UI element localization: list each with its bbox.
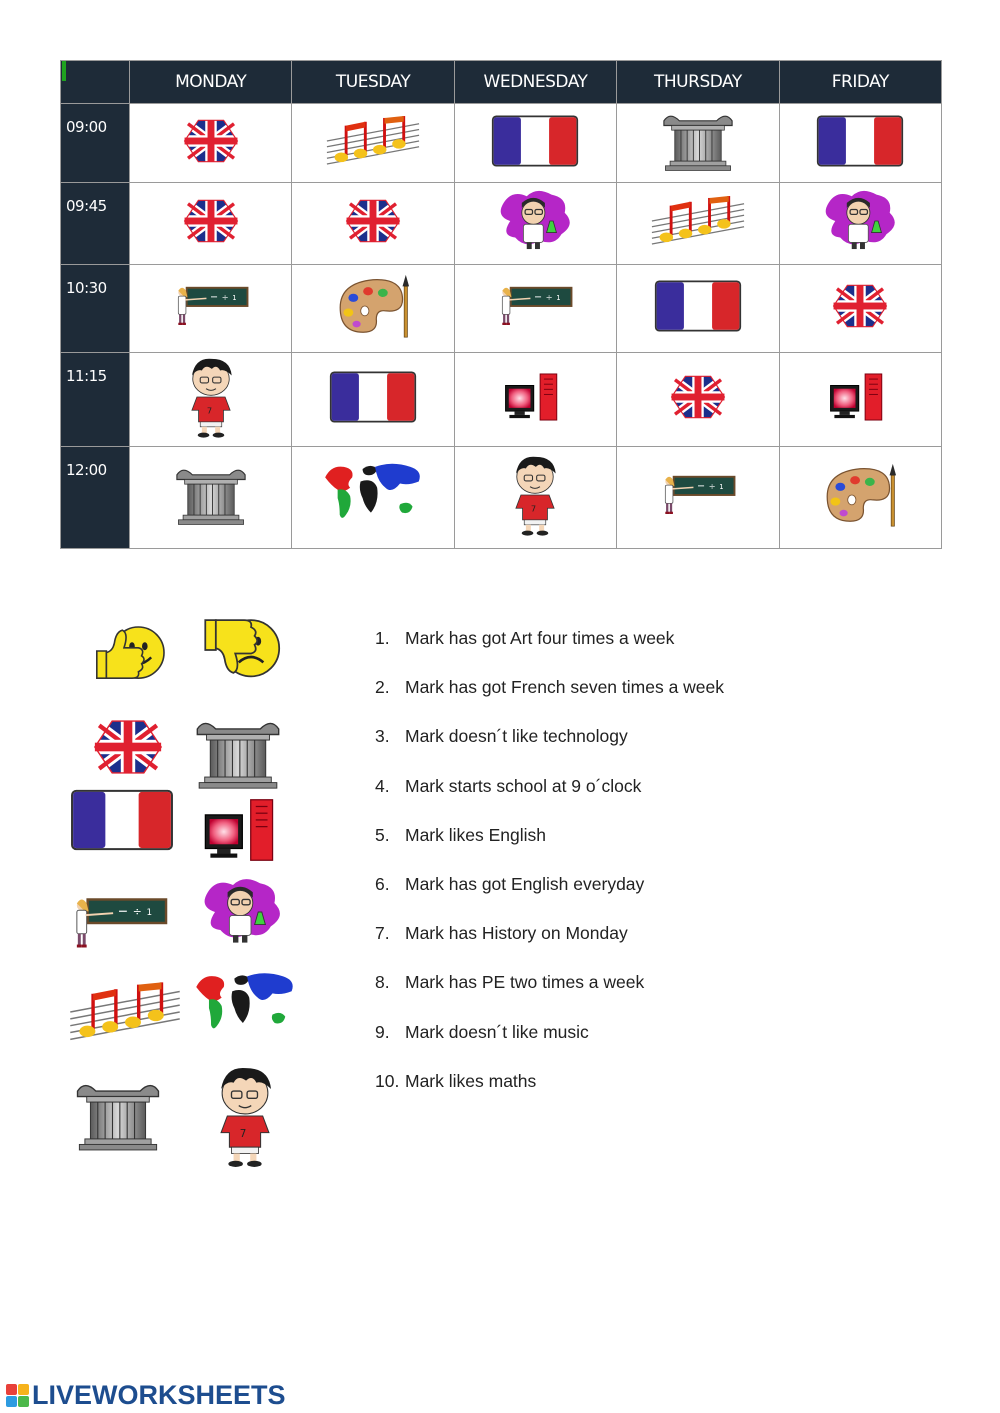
timetable-cell <box>292 265 454 353</box>
time-slot: 11:15 <box>61 353 130 447</box>
subject-icon-wrap <box>329 370 417 424</box>
timetable-cell <box>454 353 616 447</box>
subject-icon-wrap <box>182 118 240 164</box>
music-notes-icon[interactable] <box>68 974 182 1050</box>
subject-icon-wrap <box>506 453 564 537</box>
day-tuesday: TUESDAY <box>292 61 454 104</box>
statement-item[interactable] <box>375 1071 724 1120</box>
statement-text: Mark doesn´t like music <box>405 1021 589 1042</box>
subject-icon-wrap <box>173 281 249 331</box>
subject-icon-wrap <box>818 188 902 254</box>
greek-column-icon[interactable] <box>72 1078 164 1152</box>
statement-number: 4. <box>375 775 390 796</box>
subject-icon-wrap <box>493 188 577 254</box>
statement-number: 7. <box>375 923 390 944</box>
timetable-cell <box>779 104 941 183</box>
subject-icon-wrap <box>344 198 402 244</box>
music-notes-icon <box>325 112 421 170</box>
statement-item[interactable] <box>375 628 724 677</box>
statement-item[interactable] <box>375 776 724 825</box>
timetable <box>60 60 942 549</box>
statement-text: Mark likes English <box>405 824 547 845</box>
day-friday: FRIDAY <box>779 61 941 104</box>
subject-icon-wrap <box>650 192 746 250</box>
french-flag-icon <box>654 279 742 333</box>
statement-item[interactable] <box>375 726 724 775</box>
statement-text: Mark likes maths <box>405 1070 537 1091</box>
subject-icon-wrap <box>491 114 579 168</box>
boy-icon <box>506 453 564 537</box>
timetable-cell <box>779 265 941 353</box>
statement-item[interactable] <box>375 972 724 1021</box>
day-wednesday: WEDNESDAY <box>454 61 616 104</box>
statement-number: 5. <box>375 824 390 845</box>
paint-palette-icon <box>819 461 901 529</box>
timetable-cell <box>617 104 779 183</box>
statement-text: Mark has got English everyday <box>405 873 645 894</box>
liveworksheets-logo <box>6 1380 286 1410</box>
uk-flag-icon <box>669 374 727 420</box>
statement-number: 8. <box>375 972 390 993</box>
statement-item[interactable] <box>375 1022 724 1071</box>
logo-grid-icon <box>6 1384 29 1407</box>
timetable-cell <box>454 104 616 183</box>
timetable-cell <box>617 353 779 447</box>
uk-flag-icon <box>344 198 402 244</box>
boy-icon <box>182 355 240 439</box>
timetable-cell <box>130 265 292 353</box>
statement-number: 6. <box>375 873 390 894</box>
thumbs-up-smiley-icon[interactable] <box>92 612 172 690</box>
logo-text: LIVEWORKSHEETS <box>32 1379 286 1410</box>
scientist-icon[interactable] <box>192 876 292 948</box>
statement-text: Mark has got Art four times a week <box>405 628 675 648</box>
statement-number: 3. <box>375 726 390 747</box>
subject-icon-wrap <box>332 272 414 340</box>
time-slot: 09:45 <box>61 183 130 265</box>
timetable-row <box>61 353 942 447</box>
uk-flag-icon[interactable] <box>92 718 164 776</box>
timetable-cell <box>130 183 292 265</box>
subject-icon-wrap <box>325 112 421 170</box>
subject-icon-wrap <box>503 368 567 426</box>
french-flag-icon <box>491 114 579 168</box>
greek-column-icon[interactable] <box>190 716 286 790</box>
day-monday: MONDAY <box>130 61 292 104</box>
corner-cell <box>61 61 130 104</box>
uk-flag-icon <box>182 118 240 164</box>
timetable-cell <box>292 447 454 549</box>
statement-number: 10. <box>375 1070 400 1091</box>
time-slot: 10:30 <box>61 265 130 353</box>
timetable-cell <box>779 447 941 549</box>
subject-icon-wrap <box>659 110 737 172</box>
teacher-blackboard-icon[interactable] <box>70 880 168 966</box>
timetable-cell <box>130 104 292 183</box>
statement-text: Mark has got French seven times a week <box>405 677 725 698</box>
timetable-cell <box>130 353 292 447</box>
computer-icon <box>503 368 567 426</box>
subject-icon-wrap <box>831 283 889 329</box>
statement-text: Mark starts school at 9 o´clock <box>405 775 642 796</box>
boy-icon[interactable] <box>206 1064 284 1168</box>
teacher-blackboard-icon <box>497 281 573 331</box>
subject-icon-wrap <box>321 458 425 532</box>
timetable-cell <box>617 183 779 265</box>
music-notes-icon <box>650 192 746 250</box>
french-flag-icon[interactable] <box>70 786 174 854</box>
time-slot: 12:00 <box>61 447 130 549</box>
subject-icon-wrap <box>819 461 901 529</box>
french-flag-icon <box>329 370 417 424</box>
timetable-row <box>61 104 942 183</box>
timetable-row <box>61 447 942 549</box>
timetable-cell <box>292 353 454 447</box>
statement-text: Mark doesn´t like technology <box>405 726 628 747</box>
timetable-cell <box>779 183 941 265</box>
time-slot: 09:00 <box>61 104 130 183</box>
scientist-icon <box>493 188 577 254</box>
timetable-cell <box>779 353 941 447</box>
statement-text: Mark has PE two times a week <box>405 972 645 993</box>
statement-text: Mark has History on Monday <box>405 923 628 944</box>
timetable-cell <box>292 104 454 183</box>
world-map-icon[interactable] <box>192 958 298 1052</box>
thumbs-down-smiley-icon[interactable] <box>200 610 288 690</box>
timetable-cell <box>617 447 779 549</box>
computer-icon <box>828 368 892 426</box>
statement-number: 1. <box>375 628 390 648</box>
timetable-row <box>61 265 942 353</box>
statement-item[interactable] <box>375 677 724 726</box>
teacher-blackboard-icon <box>660 470 736 520</box>
timetable-cell <box>454 265 616 353</box>
paint-palette-icon <box>332 272 414 340</box>
statement-item[interactable] <box>375 874 724 923</box>
subject-icon-wrap <box>816 114 904 168</box>
greek-column-icon <box>659 110 737 172</box>
subject-icon-wrap <box>182 198 240 244</box>
uk-flag-icon <box>831 283 889 329</box>
subject-icon-wrap <box>172 464 250 526</box>
statement-item[interactable] <box>375 923 724 972</box>
greek-column-icon <box>172 464 250 526</box>
timetable-row <box>61 183 942 265</box>
teacher-blackboard-icon <box>173 281 249 331</box>
header-row <box>61 61 942 104</box>
timetable-cell <box>454 183 616 265</box>
uk-flag-icon <box>182 198 240 244</box>
day-thursday: THURSDAY <box>617 61 779 104</box>
statement-number: 9. <box>375 1021 390 1042</box>
statement-number: 2. <box>375 677 390 698</box>
timetable-cell <box>454 447 616 549</box>
subject-icon-wrap <box>669 374 727 420</box>
subject-icon-wrap <box>828 368 892 426</box>
subject-icon-wrap <box>497 281 573 331</box>
scientist-icon <box>818 188 902 254</box>
statement-item[interactable] <box>375 825 724 874</box>
world-map-icon <box>321 458 425 532</box>
subject-icon-wrap <box>654 279 742 333</box>
subject-icon-wrap <box>660 470 736 520</box>
computer-icon[interactable] <box>202 794 286 866</box>
timetable-cell <box>292 183 454 265</box>
french-flag-icon <box>816 114 904 168</box>
timetable-cell <box>617 265 779 353</box>
subject-icon-wrap <box>182 355 240 439</box>
statement-list <box>375 628 724 1120</box>
timetable-cell <box>130 447 292 549</box>
